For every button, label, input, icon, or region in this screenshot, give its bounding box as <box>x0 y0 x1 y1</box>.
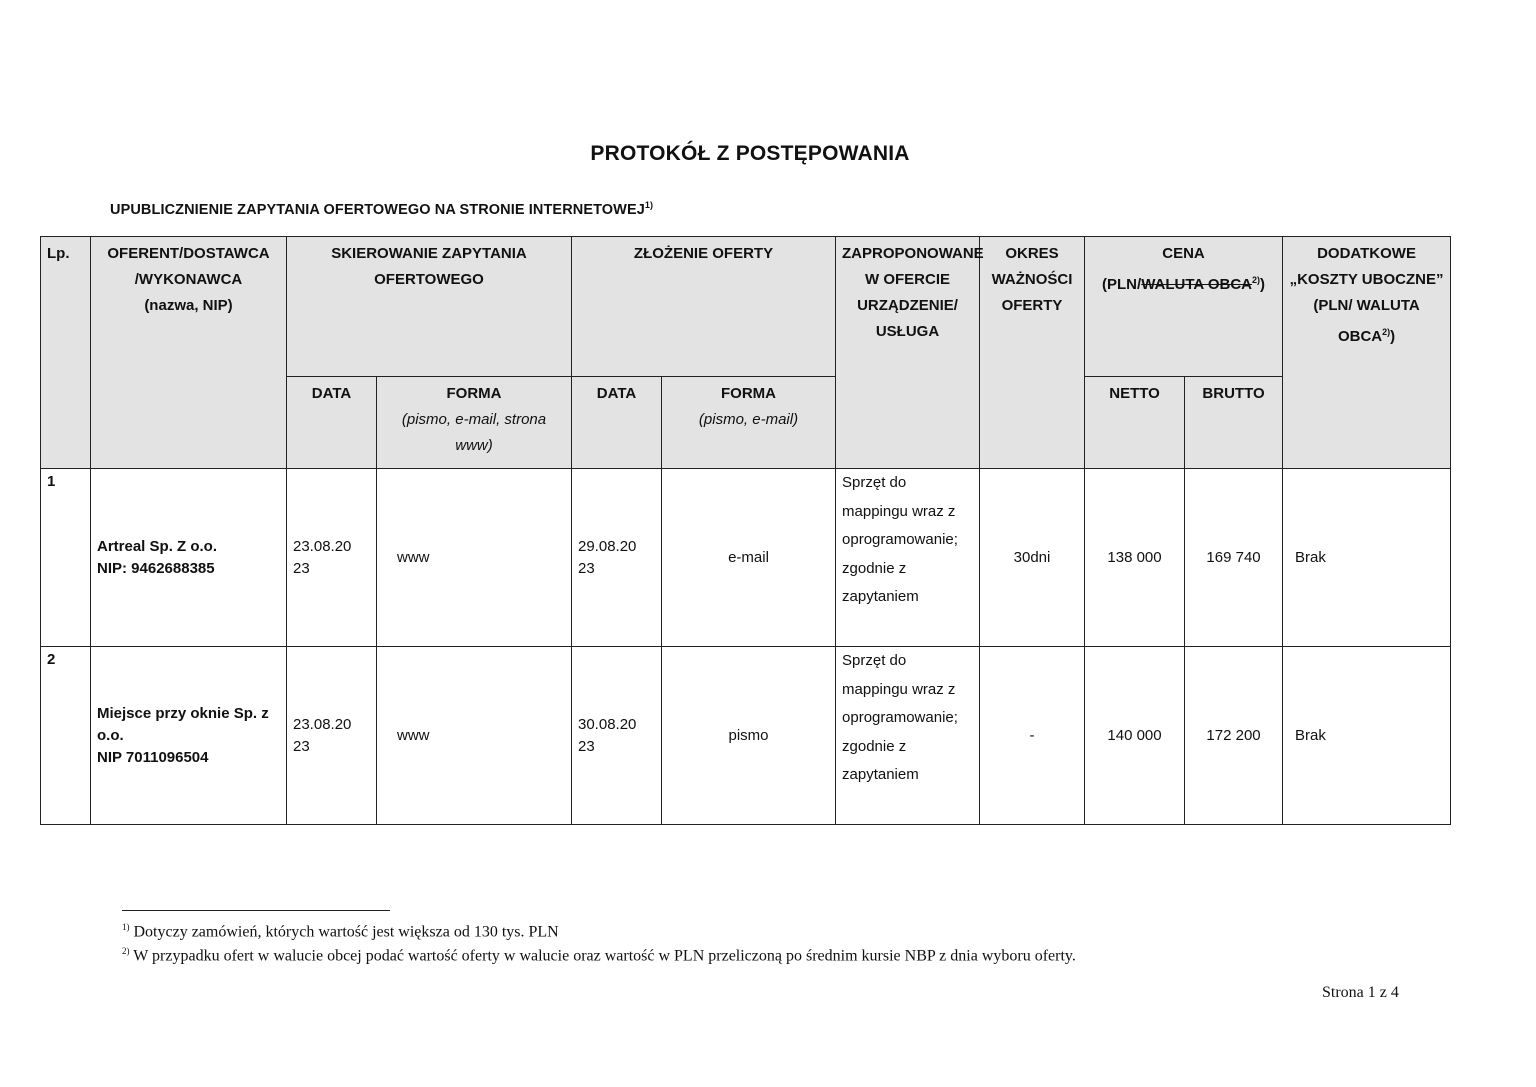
row-zloz-data <box>572 469 662 647</box>
page-subtitle <box>110 200 653 218</box>
offers-table <box>40 236 1451 825</box>
footnote-divider <box>122 910 390 911</box>
row-zloz-data-b: 23 <box>578 737 595 755</box>
header-cena-label: CENA <box>1162 245 1205 262</box>
row-extra: Brak <box>1283 469 1451 647</box>
header-okres: OKRES WAŻNOŚCI OFERTY <box>980 237 1085 469</box>
table-row <box>41 647 1451 825</box>
row-oferent-nip: NIP: 9462688385 <box>97 559 215 577</box>
header-skier-forma-label: FORMA <box>446 385 502 402</box>
row-zloz-data-a: 29.08.20 <box>578 537 637 555</box>
subtitle-text: UPUBLICZNIENIE ZAPYTANIA OFERTOWEGO NA STRONIE INTERNETOWEJ <box>110 201 645 218</box>
header-skierowanie: SKIEROWANIE ZAPYTANIA OFERTOWEGO <box>287 237 572 377</box>
footnote-1-ref: 1) <box>122 922 130 932</box>
row-skier-data-a: 23.08.20 <box>293 537 352 555</box>
header-skier-forma-sub: (pismo, e-mail, strona www) <box>401 411 547 454</box>
header-zloz-data: DATA <box>572 377 662 469</box>
header-cena <box>1085 237 1283 377</box>
row-skier-data-a: 23.08.20 <box>293 715 352 733</box>
row-netto: 138 000 <box>1085 469 1185 647</box>
footnote-2-text: W przypadku ofert w walucie obcej podać wartość oferty w walucie oraz wartość w PLN przeliczoną po średnim kursie NBP z dnia wyboru oferty. <box>133 947 1076 965</box>
row-skier-data-b: 23 <box>293 559 310 577</box>
header-zloz-forma-sub: (pismo, e-mail) <box>698 411 799 428</box>
header-dodatkowe-sub-text: (PLN/ WALUTA OBCA <box>1313 297 1420 345</box>
header-oferent <box>91 237 287 469</box>
row-lp: 2 <box>41 647 91 825</box>
row-brutto: 172 200 <box>1185 647 1283 825</box>
row-zloz-forma: pismo <box>662 647 836 825</box>
row-item: Sprzęt do mappingu wraz z oprogramowanie; zgodnie z zapytaniem <box>836 469 980 647</box>
row-oferent-name: Artreal Sp. Z o.o. <box>97 537 218 555</box>
footnote-1 <box>122 922 559 941</box>
table-row <box>41 469 1451 647</box>
row-extra: Brak <box>1283 647 1451 825</box>
row-brutto: 169 740 <box>1185 469 1283 647</box>
row-skier-forma: www <box>377 469 572 647</box>
row-netto: 140 000 <box>1085 647 1185 825</box>
header-cena-close: ) <box>1260 276 1266 293</box>
page-title: PROTOKÓŁ Z POSTĘPOWANIA <box>590 142 910 165</box>
header-dodatkowe-sub <box>1289 293 1444 350</box>
header-brutto: BRUTTO <box>1185 377 1283 469</box>
row-oferent-nip: NIP 7011096504 <box>97 748 209 766</box>
footnote-2 <box>122 946 1076 965</box>
header-lp: Lp. <box>41 237 91 469</box>
row-validity: - <box>980 647 1085 825</box>
table-header-row-1 <box>41 237 1451 377</box>
header-cena-ref: 2) <box>1252 275 1261 285</box>
row-zloz-data-a: 30.08.20 <box>578 715 637 733</box>
header-cena-sub <box>1091 267 1276 298</box>
row-oferent <box>91 647 287 825</box>
header-dodatkowe-close: ) <box>1390 328 1396 345</box>
header-cena-strike: WALUTA OBCA <box>1141 276 1253 293</box>
header-zloz-forma <box>662 377 836 469</box>
row-skier-data <box>287 469 377 647</box>
row-oferent <box>91 469 287 647</box>
header-dodatkowe-ref: 2) <box>1382 327 1391 337</box>
row-zloz-data <box>572 647 662 825</box>
header-dodatkowe-label: DODATKOWE „KOSZTY UBOCZNE” <box>1289 245 1444 288</box>
subtitle-footnote-ref: 1) <box>644 200 654 210</box>
row-skier-data <box>287 647 377 825</box>
row-zloz-forma: e-mail <box>662 469 836 647</box>
header-skier-forma <box>377 377 572 469</box>
header-dodatkowe <box>1283 237 1451 469</box>
header-cena-pln: (PLN/ <box>1102 276 1142 293</box>
row-skier-forma: www <box>377 647 572 825</box>
row-oferent-name: Miejsce przy oknie Sp. z o.o. <box>97 704 269 744</box>
row-lp: 1 <box>41 469 91 647</box>
header-oferent-sub: (nazwa, NIP) <box>144 297 233 314</box>
header-zloz-forma-label: FORMA <box>721 385 776 402</box>
row-zloz-data-b: 23 <box>578 559 595 577</box>
page-number: Strona 1 z 4 <box>1322 984 1399 1001</box>
row-validity: 30dni <box>980 469 1085 647</box>
footnote-1-text: Dotyczy zamówień, których wartość jest większa od 130 tys. PLN <box>133 923 559 941</box>
footnote-2-ref: 2) <box>122 946 130 956</box>
header-zaproponowane: ZAPROPONOWANE W OFERCIE URZĄDZENIE/ USŁUGA <box>836 237 980 469</box>
header-oferent-label: OFERENT/DOSTAWCA /WYKONAWCA <box>107 245 270 288</box>
row-item: Sprzęt do mappingu wraz z oprogramowanie; zgodnie z zapytaniem <box>836 647 980 825</box>
header-netto: NETTO <box>1085 377 1185 469</box>
row-skier-data-b: 23 <box>293 737 310 755</box>
header-skier-data: DATA <box>287 377 377 469</box>
header-zlozenie: ZŁOŻENIE OFERTY <box>572 237 836 377</box>
